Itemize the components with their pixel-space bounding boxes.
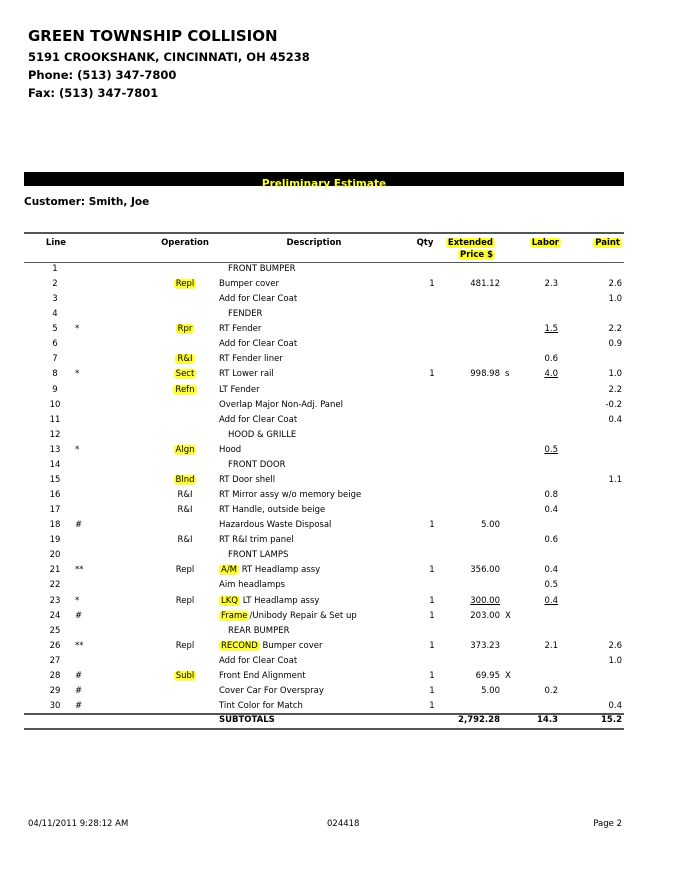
customer-name: Customer: Smith, Joe <box>24 196 150 208</box>
line-number: 20 <box>49 550 61 561</box>
labor-hours: 0.5 <box>544 444 558 455</box>
operation: Repl <box>175 640 195 651</box>
line-marker: * <box>75 324 80 335</box>
paint-hours: -0.2 <box>605 399 622 410</box>
part-type-highlight: LKQ <box>221 595 238 606</box>
col-header-labor <box>530 237 561 249</box>
table-row <box>0 277 680 292</box>
paint-hours: 2.2 <box>608 324 622 335</box>
line-number: 12 <box>49 429 61 440</box>
description-text: RT Headlamp assy <box>239 565 321 576</box>
subtotals-label: SUBTOTALS <box>219 715 275 725</box>
operation-highlight: Subl <box>175 670 195 681</box>
line-number: 30 <box>49 701 61 712</box>
line-number: 6 <box>52 339 58 350</box>
line-number: 8 <box>52 369 58 380</box>
qty: 1 <box>429 685 435 696</box>
qty: 1 <box>429 565 435 576</box>
description-text: Aim headlamps <box>219 580 286 591</box>
line-number: 2 <box>52 279 58 290</box>
description-text: Tint Color for Match <box>219 701 303 712</box>
description-text: Add for Clear Coat <box>219 414 298 425</box>
col-header-qty: Qty <box>416 238 434 248</box>
operation <box>160 277 210 292</box>
line-number: 29 <box>49 685 61 696</box>
line-number: 9 <box>52 384 58 395</box>
operation <box>160 473 210 488</box>
section-heading <box>228 262 296 277</box>
document-title: Preliminary Estimate <box>261 178 387 190</box>
line-number: 27 <box>49 655 61 666</box>
description <box>219 518 331 533</box>
line-number: 4 <box>52 309 58 320</box>
line-number: 28 <box>49 670 61 681</box>
qty: 1 <box>429 670 435 681</box>
qty: 1 <box>429 595 435 606</box>
line-number: 3 <box>52 294 58 305</box>
table-row <box>0 337 680 352</box>
table-row <box>0 473 680 488</box>
line-marker: ** <box>75 640 84 651</box>
paint-hours: 0.9 <box>608 339 622 350</box>
col-header-line: Line <box>45 238 67 248</box>
labor-hours: 0.8 <box>544 490 558 501</box>
operation <box>160 352 210 367</box>
section-heading <box>228 624 290 639</box>
description-text: Hazardous Waste Disposal <box>219 520 332 531</box>
table-row <box>0 367 680 382</box>
description-text: RT Fender <box>219 324 262 335</box>
description-text: /Unibody Repair & Set up <box>249 610 357 621</box>
description <box>219 337 297 352</box>
labor-hours: 2.1 <box>544 640 558 651</box>
line-marker: # <box>75 610 83 621</box>
operation: R&I <box>177 490 193 501</box>
description-text: Add for Clear Coat <box>219 294 298 305</box>
paint-hours: 1.1 <box>608 474 622 485</box>
operation <box>160 322 210 337</box>
description-text: REAR BUMPER <box>228 625 290 636</box>
line-number: 13 <box>49 444 61 455</box>
line-marker: ** <box>75 565 84 576</box>
table-row <box>0 624 680 639</box>
col-header-paint-label: Paint <box>595 238 620 248</box>
description <box>219 699 303 714</box>
extended-price: 998.98 <box>470 369 500 380</box>
description-text: RT Door shell <box>219 474 276 485</box>
line-marker: # <box>75 670 83 681</box>
labor-hours: 0.4 <box>544 595 558 606</box>
description-text: RT R&I trim panel <box>219 535 294 546</box>
operation: R&I <box>177 505 193 516</box>
line-number: 22 <box>49 580 61 591</box>
description-text: RT Fender liner <box>219 354 283 365</box>
title-bar <box>24 172 624 190</box>
description-text: Bumper cover <box>219 279 279 290</box>
table-row <box>0 398 680 413</box>
line-marker: # <box>75 685 83 696</box>
description-text: LT Headlamp assy <box>240 595 320 606</box>
line-marker: * <box>75 444 80 455</box>
subtotal-bottom-rule <box>24 728 624 730</box>
labor-hours: 0.4 <box>544 505 558 516</box>
table-row <box>0 292 680 307</box>
line-number: 16 <box>49 490 61 501</box>
extended-price: 5.00 <box>481 520 500 531</box>
table-row <box>0 563 680 578</box>
table-row <box>0 669 680 684</box>
description <box>219 639 322 654</box>
operation: Repl <box>175 565 195 576</box>
table-row <box>0 307 680 322</box>
paint-hours: 1.0 <box>608 294 622 305</box>
description <box>219 443 241 458</box>
section-heading <box>228 458 286 473</box>
line-marker: # <box>75 701 83 712</box>
operation-highlight: Repl <box>175 279 195 290</box>
operation-highlight: Rpr <box>177 324 193 335</box>
col-header-description: Description <box>286 238 342 248</box>
subtotals-row <box>0 713 680 728</box>
description-text: FRONT BUMPER <box>228 264 296 274</box>
table-row <box>0 609 680 624</box>
description <box>219 533 294 548</box>
line-number: 23 <box>49 595 61 606</box>
col-header-paint <box>593 237 622 249</box>
line-marker: # <box>75 520 83 531</box>
col-header-operation: Operation <box>161 238 209 248</box>
description <box>219 292 297 307</box>
subtotal-price: 2,792.28 <box>458 715 500 725</box>
description-text: FENDER <box>228 309 263 320</box>
operation <box>160 669 210 684</box>
labor-hours: 1.5 <box>544 324 558 335</box>
description <box>219 594 319 609</box>
line-number: 7 <box>52 354 58 365</box>
line-number: 1 <box>52 264 58 274</box>
operation-highlight: Refn <box>175 384 195 395</box>
line-number: 5 <box>52 324 58 335</box>
paint-hours: 2.6 <box>608 640 622 651</box>
qty: 1 <box>429 701 435 712</box>
footer-page: Page 2 <box>593 819 622 829</box>
operation-highlight: Blnd <box>175 474 195 485</box>
section-heading <box>228 428 296 443</box>
table-row <box>0 413 680 428</box>
description <box>219 488 361 503</box>
paint-hours: 0.4 <box>608 701 622 712</box>
table-row <box>0 322 680 337</box>
description-text: Overlap Major Non-Adj. Panel <box>219 399 343 410</box>
qty: 1 <box>429 279 435 290</box>
line-number: 19 <box>49 535 61 546</box>
operation <box>160 383 210 398</box>
table-row <box>0 578 680 593</box>
footer-id: 024418 <box>327 819 360 829</box>
table-row <box>0 488 680 503</box>
part-type-highlight: A/M <box>221 565 238 576</box>
description <box>219 383 260 398</box>
price-flag: X <box>505 610 511 621</box>
line-number: 18 <box>49 520 61 531</box>
line-number: 26 <box>49 640 61 651</box>
table-row <box>0 533 680 548</box>
description <box>219 277 279 292</box>
description <box>219 367 274 382</box>
description-text: RT Lower rail <box>219 369 274 380</box>
section-heading <box>228 548 288 563</box>
description-text: FRONT LAMPS <box>228 550 289 561</box>
extended-price: 481.12 <box>470 279 500 290</box>
labor-hours: 0.6 <box>544 535 558 546</box>
extended-price: 69.95 <box>475 670 500 681</box>
line-number: 11 <box>49 414 61 425</box>
labor-hours: 0.6 <box>544 354 558 365</box>
extended-price: 300.00 <box>470 595 500 606</box>
price-flag: X <box>505 670 511 681</box>
labor-hours: 0.2 <box>544 685 558 696</box>
operation <box>160 443 210 458</box>
paint-hours: 0.4 <box>608 414 622 425</box>
description <box>219 473 275 488</box>
subtotal-labor: 14.3 <box>537 715 558 725</box>
description-text: Bumper cover <box>259 640 323 651</box>
table-row <box>0 503 680 518</box>
section-heading <box>228 307 262 322</box>
operation: R&I <box>177 535 193 546</box>
description <box>219 684 324 699</box>
table-row <box>0 548 680 563</box>
labor-hours: 4.0 <box>544 369 558 380</box>
paint-hours: 1.0 <box>608 655 622 666</box>
table-row <box>0 443 680 458</box>
line-number: 21 <box>49 565 61 576</box>
shop-name: GREEN TOWNSHIP COLLISION <box>28 27 278 45</box>
labor-hours: 0.4 <box>544 565 558 576</box>
paint-hours: 2.6 <box>608 279 622 290</box>
description-text: FRONT DOOR <box>228 459 286 470</box>
col-header-extended-label: Extended <box>447 238 493 248</box>
description-text: Add for Clear Coat <box>219 339 298 350</box>
footer-datetime: 04/11/2011 9:28:12 AM <box>28 819 129 829</box>
description-text: HOOD & GRILLE <box>228 429 297 440</box>
line-number: 24 <box>49 610 61 621</box>
col-header-extended-price <box>446 237 495 261</box>
shop-fax: Fax: (513) 347-7801 <box>28 86 159 100</box>
extended-price: 373.23 <box>470 640 500 651</box>
line-number: 15 <box>49 474 61 485</box>
description <box>219 609 357 624</box>
qty: 1 <box>429 610 435 621</box>
line-marker: * <box>75 369 80 380</box>
line-number: 25 <box>49 625 61 636</box>
extended-price: 5.00 <box>481 685 500 696</box>
paint-hours: 2.2 <box>608 384 622 395</box>
description-text: Cover Car For Overspray <box>219 685 324 696</box>
line-number: 14 <box>49 459 61 470</box>
table-row <box>0 458 680 473</box>
qty: 1 <box>429 520 435 531</box>
operation: Repl <box>175 595 195 606</box>
description-text: Front End Alignment <box>219 670 306 681</box>
table-row <box>0 594 680 609</box>
description-text: Add for Clear Coat <box>219 655 298 666</box>
description-text: LT Fender <box>219 384 260 395</box>
table-row <box>0 383 680 398</box>
description <box>219 398 343 413</box>
shop-address: 5191 CROOKSHANK, CINCINNATI, OH 45238 <box>28 50 310 64</box>
labor-hours: 2.3 <box>544 279 558 290</box>
description <box>219 578 285 593</box>
description-text: RT Mirror assy w/o memory beige <box>219 490 362 501</box>
description <box>219 322 261 337</box>
qty: 1 <box>429 369 435 380</box>
table-row <box>0 654 680 669</box>
operation-highlight: R&I <box>177 354 193 365</box>
description-text: RT Handle, outside beige <box>219 505 326 516</box>
table-row <box>0 639 680 654</box>
table-row <box>0 262 680 277</box>
col-header-price-label: Price $ <box>459 250 493 260</box>
description <box>219 563 320 578</box>
table-row <box>0 699 680 714</box>
extended-price: 356.00 <box>470 565 500 576</box>
description-text: Hood <box>219 444 242 455</box>
table-row <box>0 518 680 533</box>
part-type-highlight: Frame <box>221 610 248 621</box>
table-top-rule <box>24 232 624 234</box>
operation-highlight: Algn <box>175 444 195 455</box>
col-header-labor-label: Labor <box>531 238 559 248</box>
line-marker: * <box>75 595 80 606</box>
price-flag: s <box>505 369 510 380</box>
part-type-highlight: RECOND <box>221 640 258 651</box>
operation-highlight: Sect <box>175 369 195 380</box>
shop-phone: Phone: (513) 347-7800 <box>28 68 177 82</box>
line-number: 10 <box>49 399 61 410</box>
operation <box>160 367 210 382</box>
description <box>219 654 297 669</box>
table-row <box>0 428 680 443</box>
labor-hours: 0.5 <box>544 580 558 591</box>
description <box>219 352 283 367</box>
table-row <box>0 684 680 699</box>
paint-hours: 1.0 <box>608 369 622 380</box>
table-row <box>0 352 680 367</box>
qty: 1 <box>429 640 435 651</box>
description <box>219 503 325 518</box>
description <box>219 669 306 684</box>
extended-price: 203.00 <box>470 610 500 621</box>
description <box>219 413 297 428</box>
line-number: 17 <box>49 505 61 516</box>
subtotal-paint: 15.2 <box>601 715 622 725</box>
